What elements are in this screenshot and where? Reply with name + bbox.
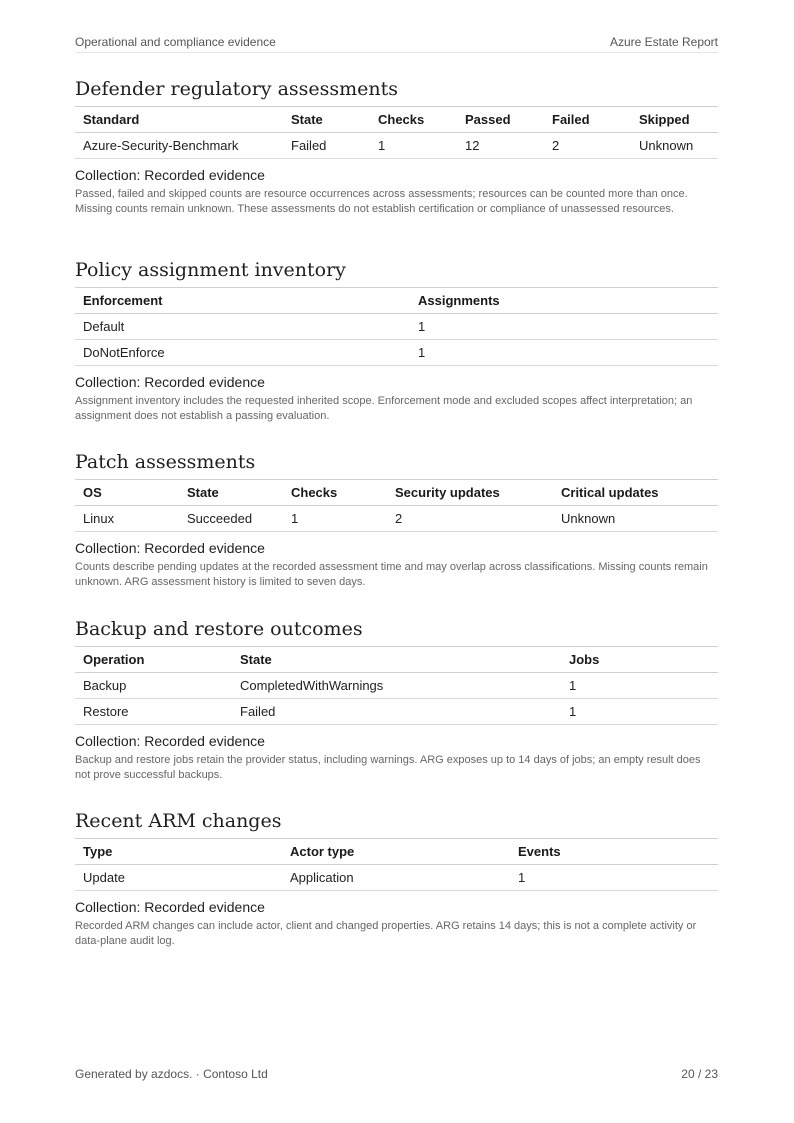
section-note: Counts describe pending updates at the recorded assessment time and may overlap across classifications. Missing counts remain unknown. ARG assessment history is limited to seven days. <box>75 561 708 588</box>
collection-label: Collection: Recorded evidence <box>75 540 265 556</box>
table-header-row <box>75 647 718 673</box>
collection-label: Collection: Recorded evidence <box>75 374 265 390</box>
header-divider <box>75 52 718 53</box>
report-page <box>75 0 718 1123</box>
column-header: Failed <box>544 107 631 133</box>
table-cell: Linux <box>75 506 179 532</box>
running-header <box>75 35 718 49</box>
collection-label: Collection: Recorded evidence <box>75 899 265 915</box>
section-title: Backup and restore outcomes <box>75 618 363 640</box>
section-note: Backup and restore jobs retain the provider status, including warnings. ARG exposes up to 14 days of jobs; an empty result does not prove successful backups. <box>75 754 701 781</box>
column-header: Jobs <box>561 647 718 673</box>
column-header: State <box>283 107 370 133</box>
section-note: Passed, failed and skipped counts are resource occurrences across assessments; resources can be counted more than once. Missing counts remain unknown. These assessments do not establish certification or compliance of unassessed resources. <box>75 188 688 215</box>
table-cell: Succeeded <box>179 506 283 532</box>
column-header: Security updates <box>387 480 553 506</box>
section-title: Patch assessments <box>75 451 256 473</box>
column-header: Checks <box>283 480 387 506</box>
column-header: Passed <box>457 107 544 133</box>
footer-generator-text: Generated by azdocs. · Contoso Ltd <box>75 1067 268 1081</box>
table-cell: 1 <box>283 506 387 532</box>
table-cell: 12 <box>457 133 544 159</box>
section-policy <box>75 257 718 424</box>
table-cell: 2 <box>544 133 631 159</box>
section-backup <box>75 616 718 783</box>
column-header: Enforcement <box>75 288 410 314</box>
column-header: OS <box>75 480 179 506</box>
collection-label: Collection: Recorded evidence <box>75 167 265 183</box>
table-cell: Default <box>75 314 410 340</box>
table-cell: Restore <box>75 699 232 725</box>
collection-label: Collection: Recorded evidence <box>75 733 265 749</box>
table-cell: Unknown <box>553 506 718 532</box>
column-header: Events <box>510 839 718 865</box>
patch-table <box>75 479 718 532</box>
table-cell: Azure-Security-Benchmark <box>75 133 283 159</box>
table-header-row <box>75 107 718 133</box>
section-note: Recorded ARM changes can include actor, client and changed properties. ARG retains 14 days; this is not a complete activity or data-plane audit log. <box>75 920 697 947</box>
table-cell: DoNotEnforce <box>75 340 410 366</box>
header-right-text: Azure Estate Report <box>609 35 718 49</box>
page-number: 20 / 23 <box>681 1067 718 1081</box>
table-row <box>75 699 718 725</box>
table-cell: 1 <box>561 673 718 699</box>
table-cell: Application <box>282 865 510 891</box>
table-header-row <box>75 480 718 506</box>
section-patch <box>75 449 718 590</box>
table-header-row <box>75 839 718 865</box>
table-cell: CompletedWithWarnings <box>232 673 561 699</box>
backup-table <box>75 646 718 725</box>
section-title: Recent ARM changes <box>75 810 282 832</box>
arm-table <box>75 838 718 891</box>
table-header-row <box>75 288 718 314</box>
section-note: Assignment inventory includes the requested inherited scope. Enforcement mode and excluded scopes affect interpretation; an assignment does not establish a passing evaluation. <box>75 395 693 422</box>
table-cell: 1 <box>561 699 718 725</box>
column-header: Skipped <box>631 107 718 133</box>
table-cell: Backup <box>75 673 232 699</box>
table-cell: 1 <box>410 340 718 366</box>
table-cell: Failed <box>283 133 370 159</box>
column-header: Operation <box>75 647 232 673</box>
header-left-text: Operational and compliance evidence <box>75 35 276 49</box>
table-cell: 1 <box>370 133 457 159</box>
table-cell: Update <box>75 865 282 891</box>
column-header: Standard <box>75 107 283 133</box>
table-cell: 1 <box>510 865 718 891</box>
column-header: Critical updates <box>553 480 718 506</box>
table-cell: 2 <box>387 506 553 532</box>
policy-table <box>75 287 718 366</box>
table-row <box>75 506 718 532</box>
table-row <box>75 865 718 891</box>
section-defender <box>75 76 718 217</box>
column-header: State <box>179 480 283 506</box>
table-cell: Failed <box>232 699 561 725</box>
column-header: Type <box>75 839 282 865</box>
section-title: Defender regulatory assessments <box>75 78 399 100</box>
table-row <box>75 133 718 159</box>
section-title: Policy assignment inventory <box>75 259 346 281</box>
column-header: Assignments <box>410 288 718 314</box>
column-header: Actor type <box>282 839 510 865</box>
table-cell: 1 <box>410 314 718 340</box>
page-footer <box>75 1067 718 1081</box>
column-header: Checks <box>370 107 457 133</box>
table-row <box>75 673 718 699</box>
table-row <box>75 340 718 366</box>
column-header: State <box>232 647 561 673</box>
table-cell: Unknown <box>631 133 718 159</box>
defender-table <box>75 106 718 159</box>
table-row <box>75 314 718 340</box>
section-arm <box>75 808 718 949</box>
